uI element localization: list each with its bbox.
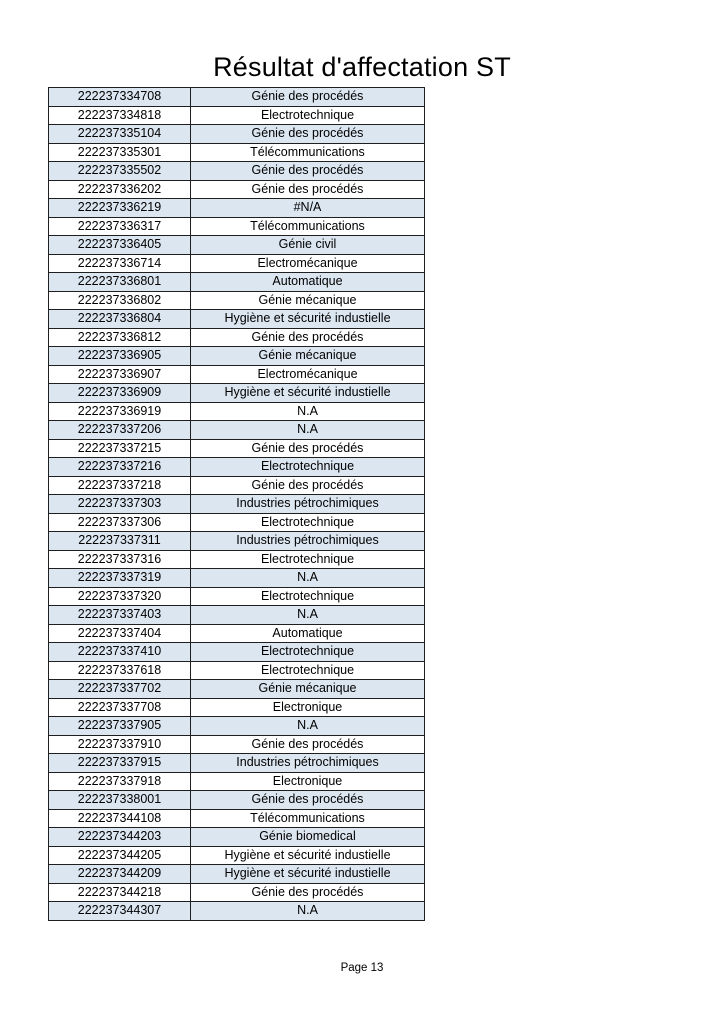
table-row [49,809,425,828]
page-number: Page 13 [340,962,384,974]
speciality-cell: Télécommunications [191,143,425,162]
speciality-cell: #N/A [191,199,425,218]
speciality-cell: Génie mécanique [191,680,425,699]
table-row [49,846,425,865]
table-row [49,236,425,255]
table-row [49,772,425,791]
results-table [48,87,425,921]
speciality-cell: Electrotechnique [191,458,425,477]
student-id-cell: 222237337702 [49,680,191,699]
speciality-cell: Electronique [191,772,425,791]
speciality-cell: Electrotechnique [191,661,425,680]
speciality-cell: Génie des procédés [191,439,425,458]
student-id-cell: 222237337403 [49,606,191,625]
table-row [49,624,425,643]
student-id-cell: 222237337905 [49,717,191,736]
table-row [49,384,425,403]
table-row [49,162,425,181]
speciality-cell: Télécommunications [191,809,425,828]
table-row [49,569,425,588]
table-row [49,439,425,458]
table-row [49,273,425,292]
speciality-cell: Electrotechnique [191,513,425,532]
table-row [49,328,425,347]
table-row [49,254,425,273]
speciality-cell: Hygiène et sécurité industielle [191,865,425,884]
table-row [49,365,425,384]
table-row [49,217,425,236]
student-id-cell: 222237344307 [49,902,191,921]
speciality-cell: Génie des procédés [191,883,425,902]
table-row [49,532,425,551]
speciality-cell: Industries pétrochimiques [191,495,425,514]
speciality-cell: Génie mécanique [191,291,425,310]
student-id-cell: 222237344218 [49,883,191,902]
speciality-cell: Industries pétrochimiques [191,532,425,551]
speciality-cell: N.A [191,421,425,440]
speciality-cell: Génie biomedical [191,828,425,847]
table-row [49,476,425,495]
student-id-cell: 222237336804 [49,310,191,329]
results-table-body [49,88,425,921]
student-id-cell: 222237337206 [49,421,191,440]
student-id-cell: 222237337404 [49,624,191,643]
table-row [49,661,425,680]
speciality-cell: Génie des procédés [191,162,425,181]
page-title: Résultat d'affectation ST [213,52,511,82]
table-row [49,347,425,366]
speciality-cell: Génie des procédés [191,328,425,347]
student-id-cell: 222237336919 [49,402,191,421]
table-row [49,199,425,218]
table-row [49,680,425,699]
table-row [49,606,425,625]
student-id-cell: 222237337216 [49,458,191,477]
table-row [49,698,425,717]
student-id-cell: 222237336802 [49,291,191,310]
speciality-cell: Hygiène et sécurité industielle [191,310,425,329]
speciality-cell: Industries pétrochimiques [191,754,425,773]
speciality-cell: Electrotechnique [191,106,425,125]
table-row [49,458,425,477]
table-row [49,883,425,902]
student-id-cell: 222237335301 [49,143,191,162]
student-id-cell: 222237344108 [49,809,191,828]
student-id-cell: 222237344203 [49,828,191,847]
student-id-cell: 222237335502 [49,162,191,181]
speciality-cell: Electromécanique [191,254,425,273]
student-id-cell: 222237336405 [49,236,191,255]
table-row [49,865,425,884]
student-id-cell: 222237337320 [49,587,191,606]
student-id-cell: 222237336219 [49,199,191,218]
student-id-cell: 222237336317 [49,217,191,236]
table-row [49,143,425,162]
student-id-cell: 222237344205 [49,846,191,865]
speciality-cell: Génie des procédés [191,88,425,107]
table-row [49,402,425,421]
student-id-cell: 222237334708 [49,88,191,107]
student-id-cell: 222237337618 [49,661,191,680]
student-id-cell: 222237337316 [49,550,191,569]
speciality-cell: Génie des procédés [191,791,425,810]
speciality-cell: Electrotechnique [191,587,425,606]
speciality-cell: N.A [191,606,425,625]
student-id-cell: 222237337306 [49,513,191,532]
student-id-cell: 222237337910 [49,735,191,754]
speciality-cell: N.A [191,569,425,588]
table-row [49,291,425,310]
student-id-cell: 222237337918 [49,772,191,791]
table-row [49,495,425,514]
table-row [49,791,425,810]
student-id-cell: 222237334818 [49,106,191,125]
student-id-cell: 222237337319 [49,569,191,588]
student-id-cell: 222237338001 [49,791,191,810]
speciality-cell: Hygiène et sécurité industielle [191,384,425,403]
table-row [49,310,425,329]
speciality-cell: Génie des procédés [191,180,425,199]
student-id-cell: 222237336907 [49,365,191,384]
table-row [49,735,425,754]
speciality-cell: Génie des procédés [191,735,425,754]
student-id-cell: 222237336909 [49,384,191,403]
speciality-cell: Génie mécanique [191,347,425,366]
table-row [49,513,425,532]
table-row [49,125,425,144]
speciality-cell: Electrotechnique [191,643,425,662]
speciality-cell: Electromécanique [191,365,425,384]
table-row [49,88,425,107]
speciality-cell: Automatique [191,273,425,292]
table-row [49,643,425,662]
speciality-cell: Génie des procédés [191,476,425,495]
speciality-cell: Electronique [191,698,425,717]
table-row [49,106,425,125]
speciality-cell: Génie des procédés [191,125,425,144]
student-id-cell: 222237337915 [49,754,191,773]
table-row [49,902,425,921]
student-id-cell: 222237336714 [49,254,191,273]
table-row [49,550,425,569]
student-id-cell: 222237337410 [49,643,191,662]
table-row [49,828,425,847]
table-row [49,587,425,606]
student-id-cell: 222237337708 [49,698,191,717]
table-row [49,754,425,773]
student-id-cell: 222237337311 [49,532,191,551]
student-id-cell: 222237337218 [49,476,191,495]
student-id-cell: 222237336812 [49,328,191,347]
student-id-cell: 222237337215 [49,439,191,458]
table-row [49,180,425,199]
speciality-cell: N.A [191,902,425,921]
speciality-cell: Génie civil [191,236,425,255]
table-row [49,421,425,440]
student-id-cell: 222237335104 [49,125,191,144]
student-id-cell: 222237337303 [49,495,191,514]
speciality-cell: Automatique [191,624,425,643]
speciality-cell: Hygiène et sécurité industielle [191,846,425,865]
student-id-cell: 222237344209 [49,865,191,884]
speciality-cell: N.A [191,717,425,736]
speciality-cell: N.A [191,402,425,421]
speciality-cell: Télécommunications [191,217,425,236]
table-row [49,717,425,736]
speciality-cell: Electrotechnique [191,550,425,569]
student-id-cell: 222237336905 [49,347,191,366]
student-id-cell: 222237336202 [49,180,191,199]
student-id-cell: 222237336801 [49,273,191,292]
